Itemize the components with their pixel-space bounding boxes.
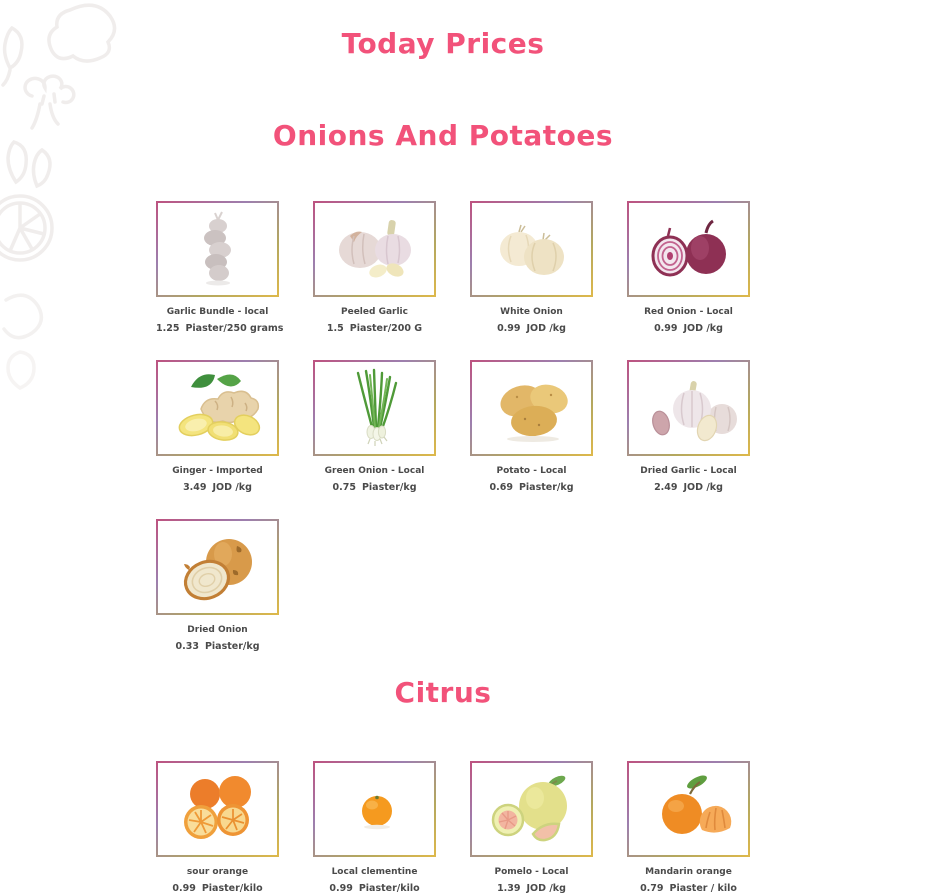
green-onion-photo: [320, 367, 429, 449]
price-value: 0.75: [332, 482, 356, 493]
product-card: [470, 761, 593, 895]
product-card: [627, 201, 750, 335]
product-price: [470, 882, 593, 895]
product-name: Peeled Garlic: [341, 307, 408, 317]
product-photo-frame: [313, 360, 436, 456]
product-card: [156, 360, 279, 494]
product-card: [313, 201, 436, 335]
potato-photo: [477, 367, 586, 449]
price-unit: Piaster / kilo: [669, 883, 737, 894]
product-photo-frame: [627, 360, 750, 456]
peeled-garlic-photo: [320, 208, 429, 290]
product-price: [313, 882, 436, 895]
ginger-photo: [163, 367, 272, 449]
price-value: 0.79: [640, 883, 664, 894]
product-photo-frame: [470, 201, 593, 297]
page-title: Today Prices: [341, 27, 545, 60]
price-value: 3.49: [183, 482, 207, 493]
product-card: [156, 201, 284, 335]
price-unit: Piaster/kilo: [201, 883, 263, 894]
product-card: [470, 360, 593, 494]
product-name: Red Onion - Local: [644, 307, 733, 317]
product-price: [156, 322, 284, 335]
section-title-citrus: Citrus: [394, 676, 492, 709]
product-photo-frame: [313, 201, 436, 297]
pomelo-photo: [477, 768, 586, 850]
product-price: [313, 481, 436, 494]
product-card: [313, 360, 436, 494]
product-name: Mandarin orange: [645, 867, 732, 877]
price-unit: Piaster/200 G: [349, 323, 423, 334]
mandarin-photo: [634, 768, 743, 850]
product-photo-frame: [156, 201, 279, 297]
price-value: 0.99: [329, 883, 353, 894]
product-card: [156, 761, 279, 895]
price-value: 0.69: [489, 482, 513, 493]
product-photo-frame: [156, 519, 279, 615]
price-unit: Piaster/kg: [361, 482, 417, 493]
dried-onion-photo: [163, 526, 272, 608]
price-unit: JOD /kg: [683, 323, 723, 334]
price-unit: JOD /kg: [526, 323, 566, 334]
product-price: [627, 322, 750, 335]
product-photo-frame: [627, 201, 750, 297]
price-unit: Piaster/250 grams: [185, 323, 284, 334]
products-grid-onions-and-potatoes: [156, 201, 752, 653]
product-name: White Onion: [500, 307, 563, 317]
product-price: [156, 640, 279, 653]
product-name: Potato - Local: [496, 466, 567, 476]
product-name: sour orange: [186, 867, 249, 877]
price-value: 1.25: [156, 323, 180, 334]
price-value: 0.99: [654, 323, 678, 334]
price-value: 0.33: [175, 641, 199, 652]
product-photo-frame: [470, 360, 593, 456]
product-price: [313, 322, 436, 335]
price-value: 2.49: [654, 482, 678, 493]
product-name: Garlic Bundle - local: [166, 307, 269, 317]
price-unit: JOD /kg: [683, 482, 723, 493]
price-value: 1.5: [326, 323, 344, 334]
section-title-onions-and-potatoes: Onions And Potatoes: [272, 119, 614, 152]
product-name: Dried Onion: [187, 625, 248, 635]
product-price: [156, 882, 279, 895]
white-onion-photo: [477, 208, 586, 290]
price-unit: JOD /kg: [212, 482, 252, 493]
sour-orange-photo: [163, 768, 272, 850]
product-card: [470, 201, 593, 335]
product-photo-frame: [627, 761, 750, 857]
product-card: [156, 519, 279, 653]
product-photo-frame: [156, 761, 279, 857]
product-photo-frame: [313, 761, 436, 857]
products-grid-citrus: [156, 761, 752, 895]
price-unit: Piaster/kg: [518, 482, 574, 493]
product-name: Green Onion - Local: [324, 466, 425, 476]
price-unit: Piaster/kg: [204, 641, 260, 652]
product-photo-frame: [470, 761, 593, 857]
price-unit: JOD /kg: [526, 883, 566, 894]
product-name: Pomelo - Local: [494, 867, 569, 877]
product-photo-frame: [156, 360, 279, 456]
clementine-photo: [320, 768, 429, 850]
background-watermark: [0, 0, 125, 400]
product-name: Local clementine: [331, 867, 418, 877]
product-card: [627, 360, 750, 494]
price-value: 0.99: [497, 323, 521, 334]
product-name: Ginger - Imported: [172, 466, 263, 476]
product-price: [470, 322, 593, 335]
price-unit: Piaster/kilo: [358, 883, 420, 894]
product-price: [156, 481, 279, 494]
dried-garlic-photo: [634, 367, 743, 449]
product-card: [313, 761, 436, 895]
red-onion-photo: [634, 208, 743, 290]
product-card: [627, 761, 750, 895]
garlic-bundle-photo: [163, 208, 272, 290]
product-price: [627, 882, 750, 895]
price-value: 0.99: [172, 883, 196, 894]
product-price: [627, 481, 750, 494]
product-price: [470, 481, 593, 494]
product-name: Dried Garlic - Local: [640, 466, 737, 476]
price-value: 1.39: [497, 883, 521, 894]
